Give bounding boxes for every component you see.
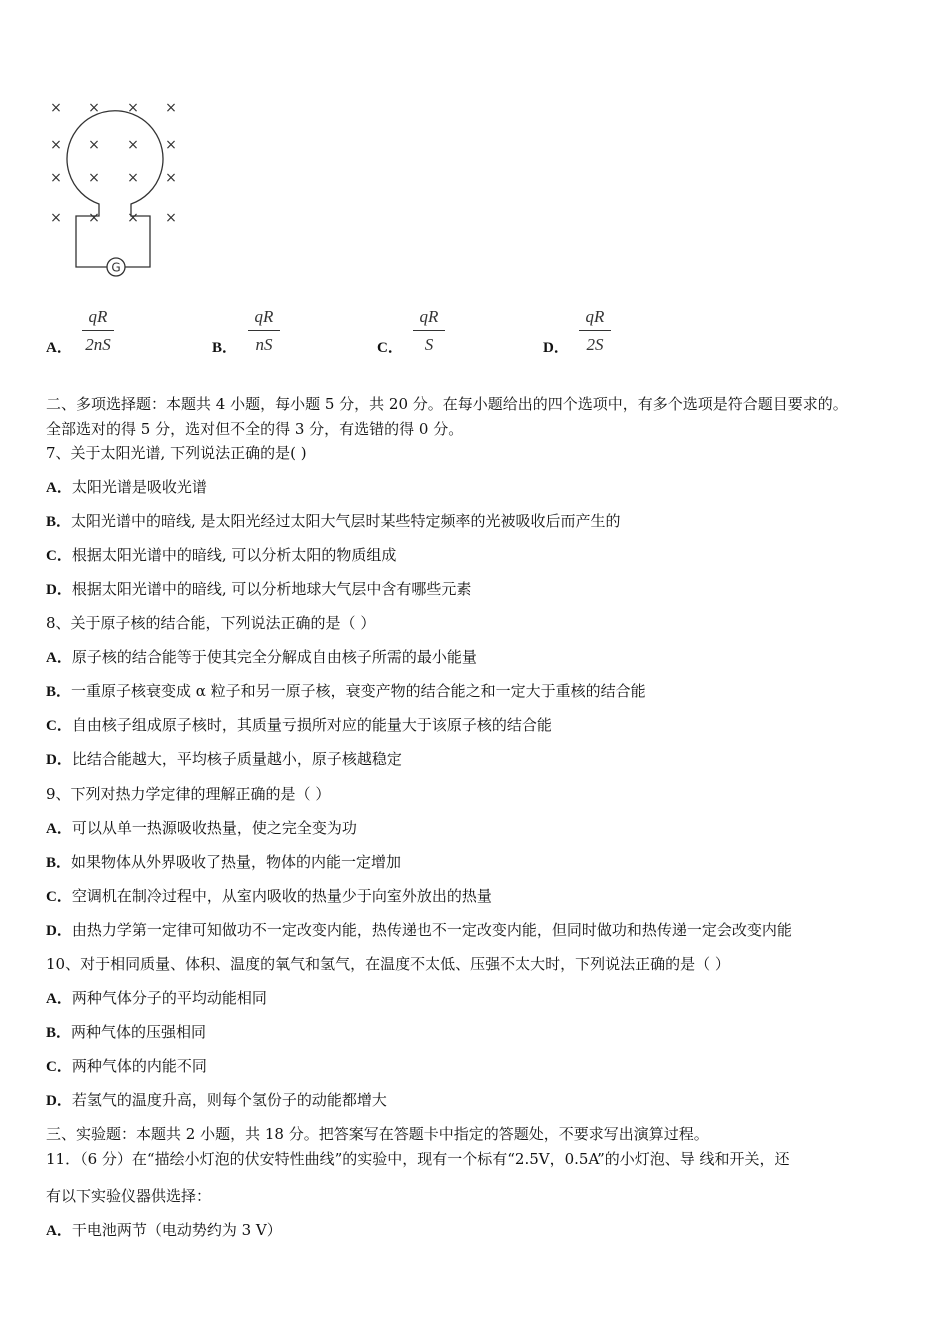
q9-option-a: A．可以从单一热源吸收热量，使之完全变为功 (46, 819, 357, 837)
field-cross: × (165, 210, 177, 226)
q9-option-d: D．由热力学第一定律可知做功不一定改变内能，热传递也不一定改变内能，但同时做功和热传递一定会改变内能 (46, 921, 792, 939)
q10-option-b: B．两种气体的压强相同 (46, 1023, 207, 1041)
galvanometer-label: G (111, 260, 121, 275)
option-letter: D． (543, 340, 569, 356)
field-cross: × (127, 100, 139, 116)
field-cross: × (165, 100, 177, 116)
q7-stem: 7、关于太阳光谱, 下列说法正确的是( ) (46, 444, 307, 462)
fraction (78, 306, 118, 356)
loop-diagram (40, 90, 190, 280)
denominator: 2nS (85, 335, 111, 354)
q8-option-d: D．比结合能越大，平均核子质量越小，原子核越稳定 (46, 750, 402, 768)
denominator: nS (255, 335, 273, 354)
field-cross: × (50, 210, 62, 226)
q10-option-d: D．若氢气的温度升高，则每个氢份子的动能都增大 (46, 1091, 387, 1109)
q8-option-c: C．自由核子组成原子核时，其质量亏损所对应的能量大于该原子核的结合能 (46, 716, 552, 734)
q8-option-a: A．原子核的结合能等于使其完全分解成自由核子所需的最小能量 (46, 648, 477, 666)
numerator: qR (419, 307, 439, 326)
fraction-bar (579, 330, 611, 331)
q7-option-a: A．太阳光谱是吸收光谱 (46, 478, 207, 496)
denominator: 2S (586, 335, 604, 354)
fraction (244, 306, 284, 356)
fraction-options (46, 306, 746, 362)
q7-option-d: D．根据太阳光谱中的暗线, 可以分析地球大气层中含有哪些元素 (46, 580, 472, 598)
field-cross: × (165, 137, 177, 153)
field-cross: × (88, 210, 100, 226)
q9-option-c: C．空调机在制冷过程中，从室内吸收的热量少于向室外放出的热量 (46, 887, 492, 905)
magnetic-field-loop-figure (40, 90, 190, 280)
numerator: qR (254, 307, 274, 326)
fraction-bar (413, 330, 445, 331)
field-cross: × (88, 170, 100, 186)
field-crosses (50, 100, 177, 226)
section2-heading-line2: 全部选对的得 5 分，选对但不全的得 3 分，有选错的得 0 分。 (46, 420, 464, 438)
q11-line2: 有以下实验仪器供选择： (46, 1187, 212, 1205)
numerator: qR (585, 307, 605, 326)
q10-option-c: C．两种气体的内能不同 (46, 1057, 207, 1075)
field-cross: × (127, 210, 139, 226)
q11-line1: 11．（6 分）在“描绘小灯泡的伏安特性曲线”的实验中，现有一个标有“2.5V，0.5A”的小灯泡、导 线和开关，还 (46, 1150, 790, 1168)
option-letter: A． (46, 340, 72, 356)
denominator: S (424, 335, 434, 354)
q8-option-b: B．一重原子核衰变成 α 粒子和另一原子核，衰变产物的结合能之和一定大于重核的结合能 (46, 682, 646, 700)
q9-option-b: B．如果物体从外界吸收了热量，物体的内能一定增加 (46, 853, 402, 871)
q8-stem: 8、关于原子核的结合能，下列说法正确的是（ ） (46, 614, 376, 632)
field-cross: × (88, 137, 100, 153)
field-cross: × (127, 170, 139, 186)
field-cross: × (88, 100, 100, 116)
q9-stem: 9、下列对热力学定律的理解正确的是（ ） (46, 785, 331, 803)
q10-option-a: A．两种气体分子的平均动能相同 (46, 989, 267, 1007)
field-cross: × (50, 137, 62, 153)
fraction-bar (248, 330, 280, 331)
q11-option-a: A．干电池两节（电动势约为 3 V） (46, 1221, 282, 1239)
section2-heading-line1: 二、多项选择题：本题共 4 小题，每小题 5 分，共 20 分。在每小题给出的四个选项中，有多个选项是符合题目要求的。 (46, 395, 848, 413)
field-cross: × (127, 137, 139, 153)
q10-stem: 10、对于相同质量、体积、温度的氧气和氢气，在温度不太低、压强不太大时，下列说法正确的是（ ） (46, 955, 730, 973)
numerator: qR (88, 307, 108, 326)
section3-heading: 三、实验题：本题共 2 小题，共 18 分。把答案写在答题卡中指定的答题处，不要求写出演算过程。 (46, 1125, 709, 1143)
field-cross: × (50, 170, 62, 186)
field-cross: × (50, 100, 62, 116)
option-letter: C． (377, 340, 403, 356)
q7-option-c: C．根据太阳光谱中的暗线, 可以分析太阳的物质组成 (46, 546, 397, 564)
option-letter: B． (212, 340, 238, 356)
field-cross: × (165, 170, 177, 186)
fraction (575, 306, 615, 356)
fraction-bar (82, 330, 114, 331)
circular-loop (67, 111, 163, 267)
fraction (409, 306, 449, 356)
q7-option-b: B．太阳光谱中的暗线, 是太阳光经过太阳大气层时某些特定频率的光被吸收后而产生的 (46, 512, 621, 530)
